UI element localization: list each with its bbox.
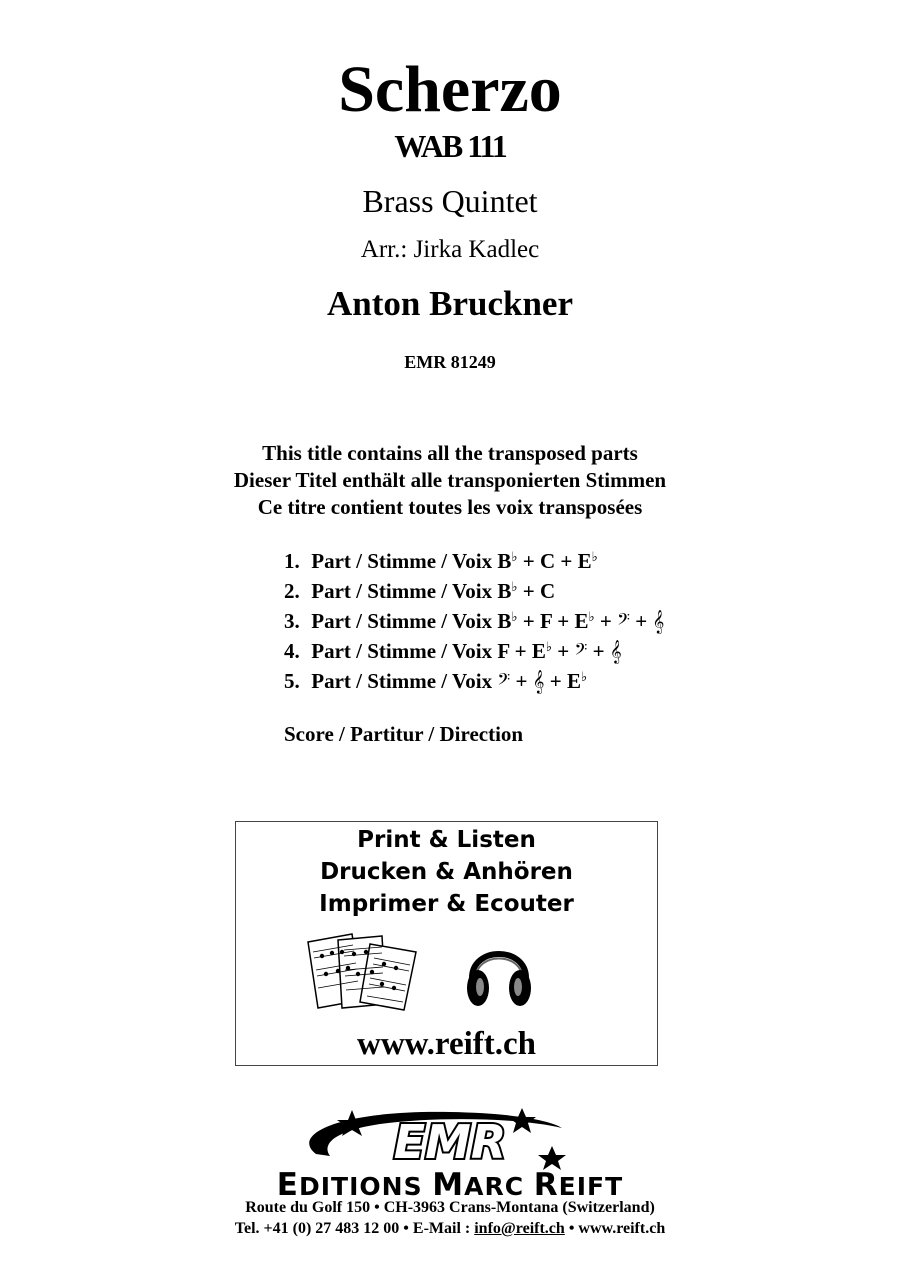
parts-list <box>284 542 664 692</box>
bass-clef-icon: 𝄢 <box>617 609 630 633</box>
print-listen-box <box>235 821 658 1066</box>
part-label: Part / Stimme / Voix <box>311 579 493 603</box>
promo-line-fr: Imprimer & Ecouter <box>319 891 574 917</box>
notice-line-en: This title contains all the transposed parts <box>262 441 638 465</box>
part-item <box>284 602 664 632</box>
part-keys: B♭ + F + E♭ + 𝄢 + 𝄞 <box>497 609 665 633</box>
website-text: • www.reift.ch <box>564 1220 666 1237</box>
edition-number: EMR 81249 <box>404 352 496 372</box>
part-number: 5. <box>284 669 300 693</box>
part-item <box>284 542 664 572</box>
publisher-address: Route du Golf 150 • CH-3963 Crans-Montana (Switzerland) <box>245 1199 655 1216</box>
part-item <box>284 662 664 692</box>
treble-clef-icon: 𝄞 <box>532 669 545 693</box>
part-label: Part / Stimme / Voix <box>311 639 493 663</box>
emr-logo-text: EMR <box>393 1115 507 1169</box>
part-number: 4. <box>284 639 300 663</box>
part-label: Part / Stimme / Voix <box>311 669 493 693</box>
publisher-word: EIFT <box>558 1172 624 1201</box>
bass-clef-icon: 𝄢 <box>497 669 511 693</box>
publisher-initial: M <box>432 1167 465 1203</box>
transposed-parts-notice <box>0 440 900 521</box>
part-number: 2. <box>284 579 300 603</box>
part-label: Part / Stimme / Voix <box>311 549 493 573</box>
catalogue-number: WAB 111 <box>394 128 506 164</box>
notice-line-de: Dieser Titel enthält alle transponierten Stimmen <box>233 468 667 492</box>
phone-text: Tel. +41 (0) 27 483 12 00 • E-Mail : <box>234 1220 475 1237</box>
piece-title: Scherzo <box>338 53 562 126</box>
treble-clef-icon: 𝄞 <box>652 609 665 633</box>
part-number: 3. <box>284 609 300 633</box>
website-link[interactable]: www.reift.ch <box>356 1026 537 1062</box>
part-keys: B♭ + C <box>497 579 556 603</box>
part-keys: 𝄢 + 𝄞 + E♭ <box>497 669 588 693</box>
treble-clef-icon: 𝄞 <box>609 639 622 663</box>
headphones-icon <box>462 930 536 1012</box>
emr-logo <box>300 1106 600 1170</box>
part-number: 1. <box>284 549 300 573</box>
part-keys: B♭ + C + E♭ <box>497 549 598 573</box>
score-label: Score / Partitur / Direction <box>284 722 524 746</box>
publisher-contact <box>0 1218 900 1240</box>
part-keys: F + E♭ + 𝄢 + 𝄞 <box>497 639 622 663</box>
email-link[interactable]: info@reift.ch <box>474 1220 565 1237</box>
part-label: Part / Stimme / Voix <box>311 609 493 633</box>
publisher-initial: E <box>276 1167 299 1203</box>
promo-text <box>236 824 657 920</box>
arranger: Arr.: Jirka Kadlec <box>360 236 540 263</box>
publisher-word: DITIONS <box>298 1172 433 1201</box>
composer: Anton Bruckner <box>327 284 573 323</box>
promo-line-de: Drucken & Anhören <box>320 859 573 885</box>
notice-line-fr: Ce titre contient toutes les voix transposées <box>257 495 643 519</box>
part-item <box>284 632 664 662</box>
part-item <box>284 572 664 602</box>
sheet-music-icon <box>304 930 422 1012</box>
ensemble: Brass Quintet <box>362 183 538 219</box>
bass-clef-icon: 𝄢 <box>574 639 588 663</box>
promo-line-en: Print & Listen <box>357 827 536 853</box>
publisher-word: ARC <box>464 1172 534 1201</box>
publisher-initial: R <box>533 1167 559 1203</box>
